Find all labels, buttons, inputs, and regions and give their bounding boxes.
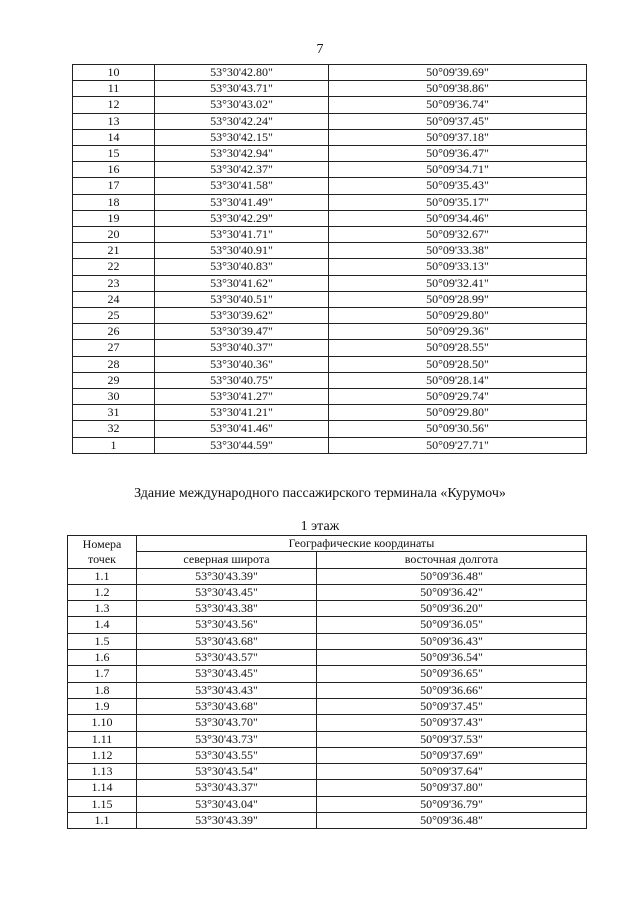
longitude-cell: 50°09'36.05" bbox=[317, 617, 587, 633]
point-number-cell: 1.12 bbox=[68, 747, 137, 763]
table-row bbox=[73, 194, 587, 210]
point-number-cell: 1.2 bbox=[68, 584, 137, 600]
point-number-cell: 1.1 bbox=[68, 813, 137, 829]
page-number: 7 bbox=[316, 42, 324, 57]
table-row bbox=[73, 372, 587, 388]
latitude-cell: 53°30'43.37" bbox=[137, 780, 317, 796]
table-subheader-row bbox=[68, 552, 587, 568]
table-row bbox=[68, 633, 587, 649]
latitude-cell: 53°30'41.49" bbox=[155, 194, 329, 210]
latitude-cell: 53°30'43.38" bbox=[137, 601, 317, 617]
longitude-cell: 50°09'37.43" bbox=[317, 715, 587, 731]
longitude-cell: 50°09'36.48" bbox=[317, 568, 587, 584]
point-number-cell: 23 bbox=[73, 275, 155, 291]
table-row bbox=[73, 129, 587, 145]
point-number-cell: 24 bbox=[73, 291, 155, 307]
longitude-cell: 50°09'37.69" bbox=[317, 747, 587, 763]
point-number-cell: 18 bbox=[73, 194, 155, 210]
longitude-cell: 50°09'36.47" bbox=[329, 146, 587, 162]
table-row bbox=[68, 715, 587, 731]
latitude-cell: 53°30'39.47" bbox=[155, 324, 329, 340]
table-row bbox=[73, 243, 587, 259]
header-points: Номера точек bbox=[68, 536, 137, 569]
latitude-cell: 53°30'43.68" bbox=[137, 698, 317, 714]
coordinates-table-body bbox=[73, 65, 587, 454]
latitude-cell: 53°30'42.15" bbox=[155, 129, 329, 145]
longitude-cell: 50°09'37.53" bbox=[317, 731, 587, 747]
longitude-cell: 50°09'29.80" bbox=[329, 308, 587, 324]
latitude-cell: 53°30'42.80" bbox=[155, 65, 329, 81]
longitude-cell: 50°09'28.99" bbox=[329, 291, 587, 307]
table-row bbox=[73, 227, 587, 243]
longitude-cell: 50°09'37.64" bbox=[317, 764, 587, 780]
latitude-cell: 53°30'43.57" bbox=[137, 650, 317, 666]
longitude-cell: 50°09'36.66" bbox=[317, 682, 587, 698]
latitude-cell: 53°30'42.37" bbox=[155, 162, 329, 178]
latitude-cell: 53°30'43.71" bbox=[155, 81, 329, 97]
longitude-cell: 50°09'36.20" bbox=[317, 601, 587, 617]
point-number-cell: 1.15 bbox=[68, 796, 137, 812]
longitude-cell: 50°09'36.65" bbox=[317, 666, 587, 682]
longitude-cell: 50°09'28.14" bbox=[329, 372, 587, 388]
latitude-cell: 53°30'43.70" bbox=[137, 715, 317, 731]
latitude-cell: 53°30'41.46" bbox=[155, 421, 329, 437]
longitude-cell: 50°09'35.43" bbox=[329, 178, 587, 194]
longitude-cell: 50°09'36.48" bbox=[317, 813, 587, 829]
latitude-cell: 53°30'43.39" bbox=[137, 568, 317, 584]
table-row bbox=[73, 324, 587, 340]
latitude-cell: 53°30'44.59" bbox=[155, 437, 329, 453]
section-title: Здание международного пассажирского терминала «Курумоч» bbox=[134, 486, 506, 501]
point-number-cell: 32 bbox=[73, 421, 155, 437]
table-row bbox=[73, 356, 587, 372]
longitude-cell: 50°09'36.74" bbox=[329, 97, 587, 113]
point-number-cell: 1.8 bbox=[68, 682, 137, 698]
latitude-cell: 53°30'43.02" bbox=[155, 97, 329, 113]
point-number-cell: 21 bbox=[73, 243, 155, 259]
table-row bbox=[68, 601, 587, 617]
point-number-cell: 28 bbox=[73, 356, 155, 372]
longitude-cell: 50°09'33.13" bbox=[329, 259, 587, 275]
longitude-cell: 50°09'32.41" bbox=[329, 275, 587, 291]
latitude-cell: 53°30'40.36" bbox=[155, 356, 329, 372]
table-row bbox=[68, 650, 587, 666]
point-number-cell: 10 bbox=[73, 65, 155, 81]
point-number-cell: 14 bbox=[73, 129, 155, 145]
floor-title: 1 этаж bbox=[300, 519, 340, 534]
table-row bbox=[68, 682, 587, 698]
table-row bbox=[68, 796, 587, 812]
latitude-cell: 53°30'43.68" bbox=[137, 633, 317, 649]
table-row bbox=[73, 162, 587, 178]
point-number-cell: 30 bbox=[73, 389, 155, 405]
point-number-cell: 1.6 bbox=[68, 650, 137, 666]
longitude-cell: 50°09'27.71" bbox=[329, 437, 587, 453]
point-number-cell: 1.13 bbox=[68, 764, 137, 780]
point-number-cell: 1 bbox=[73, 437, 155, 453]
latitude-cell: 53°30'40.91" bbox=[155, 243, 329, 259]
point-number-cell: 15 bbox=[73, 146, 155, 162]
point-number-cell: 22 bbox=[73, 259, 155, 275]
point-number-cell: 27 bbox=[73, 340, 155, 356]
longitude-cell: 50°09'32.67" bbox=[329, 227, 587, 243]
longitude-cell: 50°09'37.45" bbox=[329, 113, 587, 129]
table-row bbox=[73, 308, 587, 324]
table-header-row bbox=[68, 536, 587, 552]
point-number-cell: 1.4 bbox=[68, 617, 137, 633]
point-number-cell: 17 bbox=[73, 178, 155, 194]
longitude-cell: 50°09'34.46" bbox=[329, 210, 587, 226]
point-number-cell: 16 bbox=[73, 162, 155, 178]
table-row bbox=[68, 568, 587, 584]
longitude-cell: 50°09'29.80" bbox=[329, 405, 587, 421]
table-row bbox=[68, 666, 587, 682]
point-number-cell: 11 bbox=[73, 81, 155, 97]
longitude-cell: 50°09'34.71" bbox=[329, 162, 587, 178]
latitude-cell: 53°30'39.62" bbox=[155, 308, 329, 324]
latitude-cell: 53°30'43.39" bbox=[137, 813, 317, 829]
table-row bbox=[73, 97, 587, 113]
header-latitude: северная широта bbox=[137, 552, 317, 568]
table-row bbox=[68, 813, 587, 829]
latitude-cell: 53°30'41.62" bbox=[155, 275, 329, 291]
table-row bbox=[73, 291, 587, 307]
longitude-cell: 50°09'38.86" bbox=[329, 81, 587, 97]
table-row bbox=[68, 698, 587, 714]
table-row bbox=[73, 146, 587, 162]
point-number-cell: 1.7 bbox=[68, 666, 137, 682]
table-row bbox=[73, 65, 587, 81]
latitude-cell: 53°30'43.04" bbox=[137, 796, 317, 812]
terminal-table-body bbox=[68, 568, 587, 829]
latitude-cell: 53°30'41.21" bbox=[155, 405, 329, 421]
latitude-cell: 53°30'43.54" bbox=[137, 764, 317, 780]
latitude-cell: 53°30'40.75" bbox=[155, 372, 329, 388]
table-row bbox=[73, 405, 587, 421]
table-row bbox=[73, 178, 587, 194]
latitude-cell: 53°30'41.27" bbox=[155, 389, 329, 405]
header-longitude: восточная долгота bbox=[317, 552, 587, 568]
point-number-cell: 1.10 bbox=[68, 715, 137, 731]
latitude-cell: 53°30'40.37" bbox=[155, 340, 329, 356]
point-number-cell: 12 bbox=[73, 97, 155, 113]
longitude-cell: 50°09'37.45" bbox=[317, 698, 587, 714]
longitude-cell: 50°09'33.38" bbox=[329, 243, 587, 259]
latitude-cell: 53°30'42.94" bbox=[155, 146, 329, 162]
longitude-cell: 50°09'35.17" bbox=[329, 194, 587, 210]
coordinates-table-continued bbox=[72, 64, 587, 454]
longitude-cell: 50°09'37.18" bbox=[329, 129, 587, 145]
table-row bbox=[68, 780, 587, 796]
latitude-cell: 53°30'43.45" bbox=[137, 666, 317, 682]
point-number-cell: 1.11 bbox=[68, 731, 137, 747]
point-number-cell: 1.5 bbox=[68, 633, 137, 649]
table-row bbox=[73, 340, 587, 356]
longitude-cell: 50°09'37.80" bbox=[317, 780, 587, 796]
point-number-cell: 1.14 bbox=[68, 780, 137, 796]
table-row bbox=[73, 259, 587, 275]
longitude-cell: 50°09'36.79" bbox=[317, 796, 587, 812]
point-number-cell: 1.1 bbox=[68, 568, 137, 584]
point-number-cell: 26 bbox=[73, 324, 155, 340]
longitude-cell: 50°09'29.36" bbox=[329, 324, 587, 340]
table-row bbox=[68, 747, 587, 763]
table-row bbox=[73, 81, 587, 97]
longitude-cell: 50°09'36.43" bbox=[317, 633, 587, 649]
latitude-cell: 53°30'42.24" bbox=[155, 113, 329, 129]
latitude-cell: 53°30'42.29" bbox=[155, 210, 329, 226]
table-row bbox=[73, 437, 587, 453]
longitude-cell: 50°09'28.50" bbox=[329, 356, 587, 372]
point-number-cell: 13 bbox=[73, 113, 155, 129]
table-row bbox=[73, 421, 587, 437]
header-coordinates: Географические координаты bbox=[137, 536, 587, 552]
table-row bbox=[68, 617, 587, 633]
point-number-cell: 29 bbox=[73, 372, 155, 388]
table-row bbox=[73, 113, 587, 129]
point-number-cell: 25 bbox=[73, 308, 155, 324]
table-row bbox=[73, 210, 587, 226]
point-number-cell: 1.3 bbox=[68, 601, 137, 617]
table-row bbox=[73, 389, 587, 405]
longitude-cell: 50°09'29.74" bbox=[329, 389, 587, 405]
latitude-cell: 53°30'40.51" bbox=[155, 291, 329, 307]
longitude-cell: 50°09'36.54" bbox=[317, 650, 587, 666]
latitude-cell: 53°30'41.58" bbox=[155, 178, 329, 194]
latitude-cell: 53°30'43.43" bbox=[137, 682, 317, 698]
latitude-cell: 53°30'43.55" bbox=[137, 747, 317, 763]
table-row bbox=[68, 584, 587, 600]
point-number-cell: 20 bbox=[73, 227, 155, 243]
point-number-cell: 19 bbox=[73, 210, 155, 226]
longitude-cell: 50°09'28.55" bbox=[329, 340, 587, 356]
latitude-cell: 53°30'43.56" bbox=[137, 617, 317, 633]
latitude-cell: 53°30'43.73" bbox=[137, 731, 317, 747]
latitude-cell: 53°30'43.45" bbox=[137, 584, 317, 600]
latitude-cell: 53°30'40.83" bbox=[155, 259, 329, 275]
point-number-cell: 31 bbox=[73, 405, 155, 421]
longitude-cell: 50°09'36.42" bbox=[317, 584, 587, 600]
point-number-cell: 1.9 bbox=[68, 698, 137, 714]
terminal-coordinates-table bbox=[67, 535, 587, 829]
latitude-cell: 53°30'41.71" bbox=[155, 227, 329, 243]
longitude-cell: 50°09'39.69" bbox=[329, 65, 587, 81]
table-row bbox=[68, 731, 587, 747]
table-row bbox=[73, 275, 587, 291]
longitude-cell: 50°09'30.56" bbox=[329, 421, 587, 437]
table-row bbox=[68, 764, 587, 780]
